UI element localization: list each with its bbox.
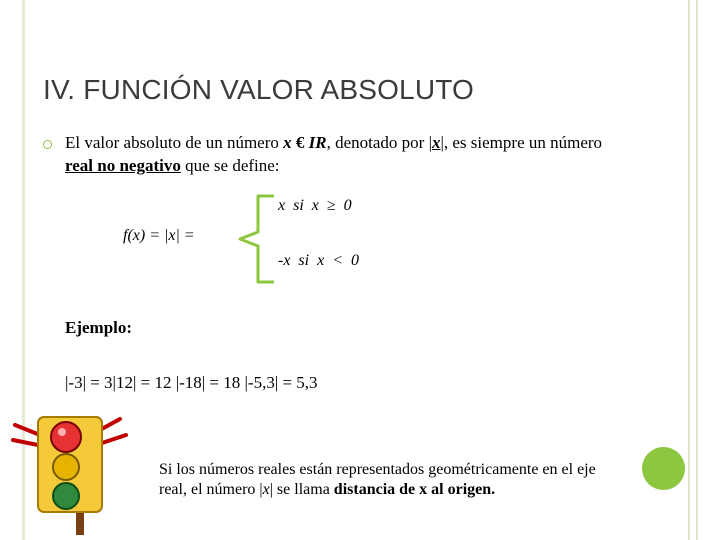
- intro-text-1: El valor absoluto de un número: [65, 133, 284, 152]
- green-circle-icon: [642, 447, 685, 490]
- example-heading: Ejemplo:: [65, 318, 133, 337]
- frame-right-line-2: [696, 0, 698, 540]
- frame-right-line-1: [688, 0, 690, 540]
- intro-text-5: que se define:: [180, 156, 280, 175]
- intro-paragraph: [65, 131, 605, 177]
- intro-text-2: €: [291, 133, 309, 152]
- intro-emphasis: real no negativo: [65, 156, 181, 175]
- bullet-icon: [43, 140, 52, 149]
- intro-text-4: |, es siempre un número: [440, 133, 603, 152]
- note-text-2: | se llama: [269, 481, 334, 498]
- intro-text-3: , denotado por |: [326, 133, 432, 152]
- slide-title: IV. FUNCIÓN VALOR ABSOLUTO: [43, 74, 475, 105]
- note-emphasis: distancia de x al origen.: [333, 481, 496, 498]
- intro-set: IR: [308, 133, 327, 152]
- case-positive: x si x ≥ 0: [278, 197, 352, 214]
- examples-line: |-3| = 3|12| = 12 |-18| = 18 |-5,3| = 5,3: [65, 373, 318, 392]
- note-var-x: x: [262, 481, 270, 498]
- case-negative: -x si x < 0: [278, 252, 359, 269]
- function-definition: f(x) = |x| =: [123, 227, 195, 244]
- note-paragraph: [159, 460, 609, 500]
- brace-icon: [238, 194, 278, 284]
- traffic-light-icon: [10, 405, 140, 535]
- note-text-1: Si los números reales están representados geométricamente en el eje real, el número |: [159, 461, 596, 498]
- frame-right: [688, 0, 720, 540]
- intro-var-x: x: [283, 133, 292, 152]
- intro-var-x-2: x: [431, 133, 441, 152]
